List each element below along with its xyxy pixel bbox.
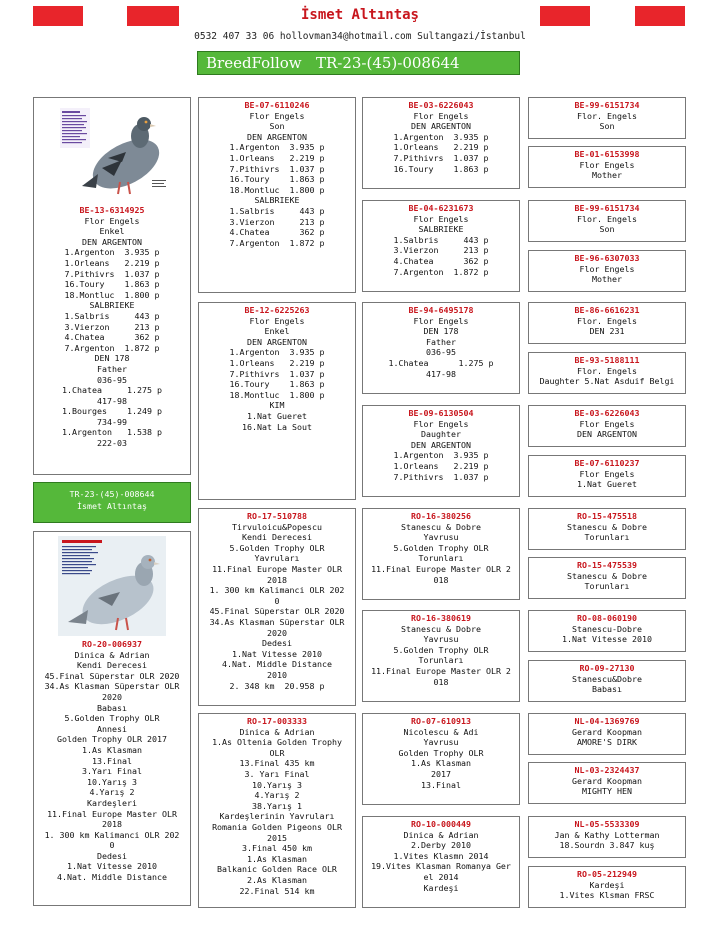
ancestor-detail-line: Torunları: [584, 532, 630, 543]
ancestor-ring: BE-94-6495178: [408, 305, 474, 315]
gen4-ancestor-box: [528, 866, 686, 908]
gen4-ancestor-box: [528, 405, 686, 447]
ancestor-detail-line: 16.Toury 1.863 p: [229, 174, 325, 185]
ancestor-ring: RO-05-212949: [577, 869, 637, 879]
ancestor-detail-line: 4.Yarış 2: [254, 790, 300, 801]
ancestor-ring: RO-17-003333: [247, 716, 307, 726]
ancestor-detail-line: SALBRIEKE: [254, 195, 300, 206]
ancestor-detail-line: Flor Engels: [579, 418, 635, 429]
gen4-ancestor-box: [528, 455, 686, 497]
ancestor-detail-line: 7.Argenton 1.872 p: [393, 266, 489, 277]
ancestor-detail-line: Flor Engels: [413, 315, 469, 326]
sire-line: SALBRIEKE: [89, 300, 135, 311]
ancestor-detail-line: AMORE'S DIRK: [577, 737, 637, 748]
gen3-ancestor-box: [362, 713, 520, 805]
ancestor-detail-line: Daughter 5.Nat Asduif Belgi: [539, 376, 675, 387]
ancestor-detail-line: 1.Orleans 2.219 p: [393, 142, 489, 153]
breeder-title: İsmet Altıntaş: [300, 7, 419, 23]
gen3-ancestor-box: [362, 200, 520, 292]
sire-line: 222-03: [97, 438, 127, 449]
ancestor-detail-line: 18.Montluc 1.800 p: [229, 184, 325, 195]
ancestor-detail-line: 16.Nat La Sout: [242, 421, 312, 432]
dam-line: 0: [109, 840, 115, 851]
sire-line: 18.Montluc 1.800 p: [64, 289, 160, 300]
ancestor-detail-line: Yavrusu: [423, 634, 459, 645]
ancestor-detail-line: 3. Yarı Final: [244, 768, 310, 779]
dam-photo: [58, 536, 166, 636]
ancestor-ring: BE-99-6151734: [574, 203, 640, 213]
sire-photo: [52, 102, 172, 202]
dam-line: 13.Final: [92, 755, 132, 766]
gen3-ancestor-box: [362, 816, 520, 908]
ancestor-detail-line: Son: [599, 224, 615, 235]
ancestor-ring: BE-07-6110246: [244, 100, 310, 110]
ancestor-detail-line: 1.Orleans 2.219 p: [229, 152, 325, 163]
ancestor-ring: RO-15-475539: [577, 560, 637, 570]
ancestor-detail-line: Torunları: [584, 581, 630, 592]
ancestor-detail-line: 18.Montluc 1.800 p: [229, 389, 325, 400]
ancestor-detail-line: Flor Engels: [249, 110, 305, 121]
ancestor-ring: BE-03-6226043: [574, 408, 640, 418]
ancestor-detail-line: 16.Toury 1.863 p: [393, 163, 489, 174]
gen4-ancestor-box: [528, 352, 686, 394]
dam-line: Dinica & Adrian: [74, 649, 150, 660]
dam-line: 10.Yarış 3: [87, 776, 137, 787]
sire-line: 16.Toury 1.863 p: [64, 279, 160, 290]
subject-pigeon-box: [33, 482, 191, 523]
ancestor-detail-line: DEN 231: [589, 326, 625, 337]
ancestor-detail-line: 45.Final Süperstar OLR 2020: [209, 606, 345, 617]
gen3-ancestor-box: [362, 508, 520, 600]
dam-line: Kardeşleri: [87, 797, 137, 808]
ancestor-detail-line: Stanescu & Dobre: [567, 521, 647, 532]
ancestor-detail-line: Dinica & Adrian: [239, 726, 315, 737]
dam-line: Golden Trophy OLR 2017: [57, 734, 167, 745]
ancestor-ring: NL-04-1369769: [574, 716, 640, 726]
ancestor-ring: RO-16-380256: [411, 511, 471, 521]
ancestor-detail-line: DEN 178: [423, 326, 459, 337]
ancestor-detail-line: el 2014: [423, 871, 459, 882]
ancestor-detail-line: Flor Engels: [579, 159, 635, 170]
ancestor-detail-line: 2.Derby 2010: [411, 840, 471, 851]
ancestor-detail-line: 3.Final 450 km: [242, 843, 312, 854]
ancestor-detail-line: Flor. Engels: [577, 315, 637, 326]
ancestor-detail-line: Yavruları: [254, 553, 300, 564]
ancestor-ring: BE-96-6307033: [574, 253, 640, 263]
ancestor-detail-line: Enkel: [264, 326, 290, 337]
ancestor-detail-line: 1.Salbris 443 p: [393, 234, 489, 245]
ancestor-detail-line: Tirvuloicu&Popescu: [232, 521, 322, 532]
gen4-ancestor-box: [528, 250, 686, 292]
sire-line: 1.Argenton 1.538 p: [62, 427, 162, 438]
ancestor-ring: RO-09-27130: [579, 663, 635, 673]
ancestor-detail-line: 2015: [267, 832, 287, 843]
ancestor-ring: BE-93-5188111: [574, 355, 640, 365]
ancestor-ring: BE-09-6130504: [408, 408, 474, 418]
ancestor-detail-line: Kardeşi: [589, 879, 625, 890]
gen4-ancestor-box: [528, 713, 686, 755]
dam-line: Dedesi: [97, 850, 127, 861]
dam-line: 11.Final Europe Master OLR: [47, 808, 177, 819]
ancestor-detail-line: 4.Nat. Middle Distance: [222, 659, 332, 670]
ancestor-detail-line: 1.As Klasman: [247, 853, 307, 864]
ancestor-detail-line: Dedesi: [262, 638, 292, 649]
dam-box: [33, 531, 191, 906]
ancestor-ring: BE-99-6151734: [574, 100, 640, 110]
sire-line: 7.Argenton 1.872 p: [64, 342, 160, 353]
ancestor-ring: BE-07-6110237: [574, 458, 640, 468]
ancestor-detail-line: 018: [433, 574, 449, 585]
ancestor-detail-line: Dinica & Adrian: [403, 829, 479, 840]
ancestor-ring: RO-17-510788: [247, 511, 307, 521]
sire-line: 1.Argenton 3.935 p: [64, 247, 160, 258]
ancestor-detail-line: 1.Argenton 3.935 p: [229, 142, 325, 153]
ancestor-detail-line: DEN ARGENTON: [247, 131, 307, 142]
gen4-ancestor-box: [528, 200, 686, 242]
ancestor-detail-line: 7.Pithivrs 1.037 p: [393, 152, 489, 163]
sire-line: 1.Salbris 443 p: [64, 310, 160, 321]
ancestor-detail-line: 1. 300 km Kalimanci OLR 202: [209, 585, 345, 596]
ancestor-detail-line: 1.As Oltenia Golden Trophy: [212, 737, 342, 748]
sire-line: 3.Vierzon 213 p: [64, 321, 160, 332]
ancestor-detail-line: 3.Vierzon 213 p: [393, 245, 489, 256]
gen4-ancestor-box: [528, 816, 686, 858]
ancestor-detail-line: KIM: [269, 400, 285, 411]
ancestor-detail-line: Balkanic Golden Race OLR: [217, 864, 337, 875]
ancestor-detail-line: Kardeşlerinin Yavruları: [219, 811, 335, 822]
ancestor-detail-line: Flor Engels: [413, 110, 469, 121]
sire-line: DEN 178: [94, 353, 130, 364]
ancestor-detail-line: 1.Orleans 2.219 p: [229, 357, 325, 368]
dam-line: 1.As Klasman: [82, 744, 142, 755]
ancestor-detail-line: 5.Golden Trophy OLR: [393, 542, 489, 553]
ancestor-detail-line: 2010: [267, 669, 287, 680]
ancestor-detail-line: 11.Final Europe Master OLR 2: [371, 665, 511, 676]
dam-details: [34, 650, 190, 883]
ancestor-detail-line: 1.Nat Gueret: [577, 479, 637, 490]
ancestor-detail-line: Golden Trophy OLR: [398, 747, 484, 758]
gen2-ancestor-box: [198, 97, 356, 293]
dam-line: Kendi Derecesi: [77, 660, 147, 671]
ancestor-detail-line: 018: [433, 676, 449, 687]
ancestor-detail-line: 19.Vites Klasman Romanya Ger: [371, 861, 511, 872]
sire-line: Enkel: [99, 226, 125, 237]
ancestor-detail-line: Flor. Engels: [577, 110, 637, 121]
dam-line: 34.As Klasman Süperstar OLR: [44, 681, 180, 692]
subject-owner: İsmet Altıntaş: [77, 501, 147, 511]
ancestor-detail-line: Kardeşi: [423, 882, 459, 893]
ancestor-detail-line: Son: [269, 121, 285, 132]
dam-line: Annesi: [97, 723, 127, 734]
gen4-ancestor-box: [528, 610, 686, 652]
ancestor-detail-line: 7.Pithivrs 1.037 p: [393, 471, 489, 482]
ancestor-detail-line: 22.Final 514 km: [239, 885, 315, 896]
ancestor-detail-line: Flor Engels: [579, 468, 635, 479]
ancestor-ring: RO-08-060190: [577, 613, 637, 623]
ancestor-detail-line: 1.Nat Vitesse 2010: [562, 634, 652, 645]
ancestor-detail-line: 16.Toury 1.863 p: [229, 379, 325, 390]
gen4-ancestor-box: [528, 302, 686, 344]
ancestor-detail-line: Torunları: [418, 553, 464, 564]
dam-line: 3.Yarı Final: [82, 766, 142, 777]
ancestor-detail-line: DEN ARGENTON: [577, 429, 637, 440]
gen4-ancestor-box: [528, 557, 686, 599]
ancestor-detail-line: Gerard Koopman: [572, 726, 642, 737]
ancestor-detail-line: 13.Final 435 km: [239, 758, 315, 769]
gen2-ancestor-box: [198, 713, 356, 908]
ancestor-detail-line: 1.Argenton 3.935 p: [229, 347, 325, 358]
ancestor-detail-line: Flor Engels: [413, 213, 469, 224]
ancestor-detail-line: Flor. Engels: [577, 365, 637, 376]
gen4-ancestor-box: [528, 660, 686, 702]
gen4-ancestor-box: [528, 508, 686, 550]
gen3-ancestor-box: [362, 97, 520, 189]
sire-line: Father: [97, 363, 127, 374]
ancestor-ring: RO-15-475518: [577, 511, 637, 521]
ancestor-ring: BE-03-6226043: [408, 100, 474, 110]
ancestor-detail-line: Mother: [592, 274, 622, 285]
ancestor-detail-line: 1.Chatea 1.275 p: [388, 357, 494, 368]
dam-line: 1. 300 km Kalimanci OLR 202: [44, 829, 180, 840]
ancestor-detail-line: Son: [599, 121, 615, 132]
gen2-ancestor-box: [198, 508, 356, 706]
ancestor-ring: BE-12-6225263: [244, 305, 310, 315]
ancestor-detail-line: Flor Engels: [579, 263, 635, 274]
gen2-ancestor-box: [198, 302, 356, 500]
dam-line: 4.Nat. Middle Distance: [57, 872, 167, 883]
ancestor-detail-line: 34.As Klasman Süperstar OLR: [209, 616, 345, 627]
sire-line: 7.Pithivrs 1.037 p: [64, 268, 160, 279]
ancestor-detail-line: Kendi Derecesi: [242, 532, 312, 543]
gen4-ancestor-box: [528, 146, 686, 188]
sire-details: [34, 216, 190, 449]
ancestor-detail-line: Babası: [592, 684, 622, 695]
ancestor-detail-line: Flor. Engels: [577, 213, 637, 224]
ancestor-detail-line: 417-98: [426, 368, 456, 379]
ancestor-detail-line: 5.Golden Trophy OLR: [393, 644, 489, 655]
ancestor-detail-line: 2. 348 km 20.958 p: [229, 680, 325, 691]
ancestor-ring: RO-16-380619: [411, 613, 471, 623]
ancestor-ring: NL-03-2324437: [574, 765, 640, 775]
ancestor-detail-line: 2.As Klasman: [247, 874, 307, 885]
sire-line: 1.Bourges 1.249 p: [62, 406, 162, 417]
ancestor-detail-line: 2020: [267, 627, 287, 638]
banner-ring: TR-23-(45)-008644: [315, 54, 460, 72]
ancestor-detail-line: Flor Engels: [249, 315, 305, 326]
ancestor-detail-line: 4.Chatea 362 p: [229, 227, 325, 238]
sire-line: 734-99: [97, 416, 127, 427]
ancestor-detail-line: Flor Engels: [413, 418, 469, 429]
ancestor-detail-line: Stanescu-Dobre: [572, 623, 642, 634]
ancestor-detail-line: Gerard Koopman: [572, 775, 642, 786]
sire-line: Flor Engels: [84, 215, 140, 226]
dam-line: 5.Golden Trophy OLR: [64, 713, 160, 724]
ancestor-detail-line: DEN ARGENTON: [247, 336, 307, 347]
ancestor-detail-line: Father: [426, 336, 456, 347]
ancestor-detail-line: 3.Vierzon 213 p: [229, 216, 325, 227]
ancestor-detail-line: Romania Golden Pigeons OLR: [212, 821, 342, 832]
ancestor-detail-line: 2017: [431, 768, 451, 779]
ancestor-ring: RO-10-000449: [411, 819, 471, 829]
ancestor-detail-line: 1.Argenton 3.935 p: [393, 131, 489, 142]
dam-line: 45.Final Süperstar OLR 2020: [44, 670, 180, 681]
ancestor-detail-line: Daughter: [421, 429, 461, 440]
gen4-ancestor-box: [528, 762, 686, 804]
ancestor-ring: BE-86-6616231: [574, 305, 640, 315]
ancestor-detail-line: 1.Vites Klasmn 2014: [393, 850, 489, 861]
ancestor-detail-line: Nicolescu & Adi: [403, 726, 479, 737]
ancestor-detail-line: 13.Final: [421, 779, 461, 790]
ancestor-detail-line: 2018: [267, 574, 287, 585]
dam-line: 4.Yarış 2: [89, 787, 135, 798]
dam-line: 2018: [102, 819, 122, 830]
ancestor-detail-line: 7.Pithivrs 1.037 p: [229, 368, 325, 379]
ancestor-detail-line: Jan & Kathy Lotterman: [554, 829, 660, 840]
ancestor-ring: NL-05-5533309: [574, 819, 640, 829]
breedfollow-banner: [197, 51, 520, 75]
ancestor-detail-line: Stanescu & Dobre: [567, 570, 647, 581]
ancestor-detail-line: Stanescu & Dobre: [401, 521, 481, 532]
ancestor-detail-line: 7.Argenton 1.872 p: [229, 237, 325, 248]
gen3-ancestor-box: [362, 302, 520, 394]
ancestor-detail-line: 5.Golden Trophy OLR: [229, 542, 325, 553]
ancestor-detail-line: OLR: [269, 747, 285, 758]
ancestor-detail-line: 1.Argenton 3.935 p: [393, 450, 489, 461]
ancestor-ring: BE-01-6153998: [574, 149, 640, 159]
sire-line: 1.Orleans 2.219 p: [64, 257, 160, 268]
ancestor-detail-line: 1.Orleans 2.219 p: [393, 460, 489, 471]
ancestor-ring: BE-04-6231673: [408, 203, 474, 213]
ancestor-detail-line: 1.As Klasman: [411, 758, 471, 769]
sire-line: 1.Chatea 1.275 p: [62, 385, 162, 396]
ancestor-detail-line: DEN ARGENTON: [411, 121, 471, 132]
ancestor-detail-line: Stanescu & Dobre: [401, 623, 481, 634]
sire-line: 417-98: [97, 395, 127, 406]
dam-ring: RO-20-006937: [82, 639, 142, 649]
dam-line: 1.Nat Vitesse 2010: [67, 861, 157, 872]
contact-line: 0532 407 33 06 hollovman34@hotmail.com Sultangazi/İstanbul: [194, 31, 526, 42]
ancestor-detail-line: 1.Salbris 443 p: [229, 205, 325, 216]
ancestor-detail-line: 11.Final Europe Master OLR 2: [371, 563, 511, 574]
ancestor-detail-line: 38.Yarış 1: [252, 800, 302, 811]
ancestor-detail-line: 10.Yarış 3: [252, 779, 302, 790]
ancestor-detail-line: DEN ARGENTON: [411, 439, 471, 450]
ancestor-detail-line: Stanescu&Dobre: [572, 673, 642, 684]
ancestor-detail-line: 7.Pithivrs 1.037 p: [229, 163, 325, 174]
dam-line: Babası: [97, 702, 127, 713]
ancestor-detail-line: Yavrusu: [423, 737, 459, 748]
sire-ring: BE-13-6314925: [79, 205, 145, 215]
gen4-ancestor-box: [528, 97, 686, 139]
ancestor-detail-line: 1.Nat Vitesse 2010: [232, 648, 322, 659]
ancestor-detail-line: 1.Nat Gueret: [247, 410, 307, 421]
ancestor-detail-line: 0: [274, 595, 280, 606]
sire-line: 4.Chatea 362 p: [64, 332, 160, 343]
ancestor-detail-line: SALBRIEKE: [418, 224, 464, 235]
ancestor-detail-line: 1.Vites Klsman FRSC: [559, 890, 655, 901]
gen3-ancestor-box: [362, 405, 520, 497]
sire-box: [33, 97, 191, 475]
ancestor-detail-line: 4.Chatea 362 p: [393, 255, 489, 266]
gen3-ancestor-box: [362, 610, 520, 702]
brand-label: BreedFollow: [206, 54, 302, 72]
ancestor-detail-line: 18.Sourdn 3.847 kuş: [559, 840, 655, 851]
ancestor-ring: RO-07-610913: [411, 716, 471, 726]
ancestor-detail-line: Mother: [592, 170, 622, 181]
subject-ring: TR-23-(45)-008644: [69, 489, 155, 499]
ancestor-detail-line: 036-95: [426, 347, 456, 358]
ancestor-detail-line: Yavrusu: [423, 532, 459, 543]
sire-line: 036-95: [97, 374, 127, 385]
sire-line: DEN ARGENTON: [82, 236, 142, 247]
dam-line: 2020: [102, 691, 122, 702]
ancestor-detail-line: Torunları: [418, 655, 464, 666]
ancestor-detail-line: 11.Final Europe Master OLR: [212, 563, 342, 574]
ancestor-detail-line: MIGHTY HEN: [582, 786, 632, 797]
